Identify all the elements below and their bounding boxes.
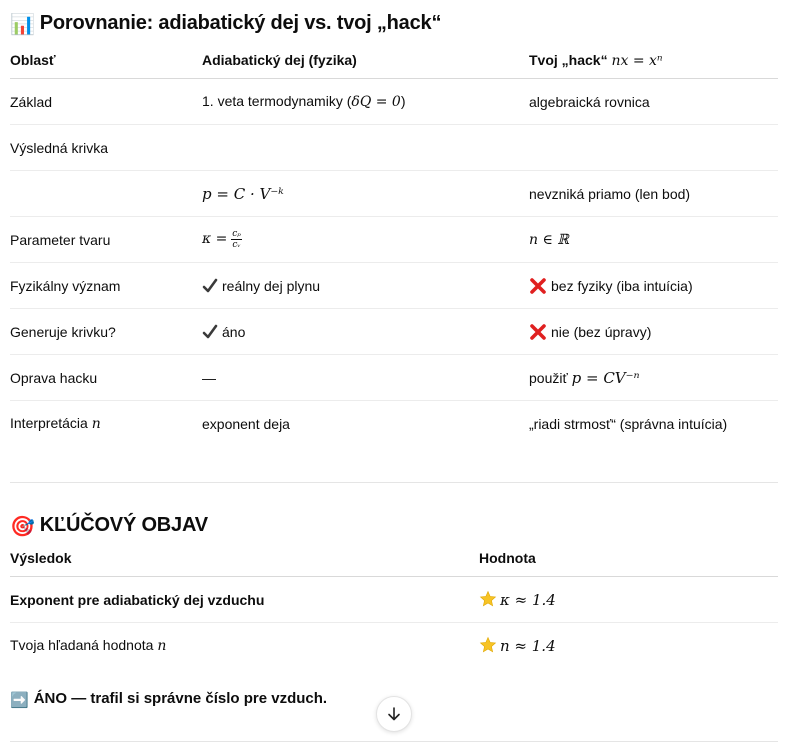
comparison-table [10,42,778,446]
cell: Oprava hacku [10,369,98,386]
cell: Parameter tvaru [10,231,111,248]
cross-icon [529,277,547,295]
cell: exponent deja [202,415,290,432]
check-icon [202,278,218,294]
header-oblast: Oblasť [10,52,56,68]
cell: n ≈ 1.4 [479,623,778,669]
table-row [10,401,778,447]
table-row [10,171,778,217]
cell [529,125,778,171]
cell: Fyzikálny význam [10,277,121,294]
table-row [10,623,778,669]
table-row [10,355,778,401]
arrow-down-icon [386,706,402,722]
conclusion-text: ➡️ ÁNO — trafil si správne číslo pre vzduch. [10,690,328,709]
table-row [10,79,778,125]
divider [10,741,778,742]
cell [10,171,202,217]
cell: Exponent pre adiabatický dej vzduchu [10,591,265,608]
table-row [10,263,778,309]
cell: Základ [10,93,53,110]
cell [202,125,529,171]
cell: bez fyziky (iba intuícia) [529,263,778,309]
scroll-down-button[interactable] [376,696,412,732]
cell: κ ≈ 1.4 [479,577,778,623]
cell: Tvoja hľadaná hodnota n [10,637,167,654]
header-hodnota: Hodnota [479,550,536,566]
check-icon [202,324,218,340]
cell: nie (bez úpravy) [529,309,778,355]
section2-title: 🎯 KĽÚČOVÝ OBJAV [10,514,208,538]
table-row [10,125,778,171]
arrow-right-icon: ➡️ [10,692,29,709]
cell: áno [202,309,529,355]
target-icon: 🎯 [10,516,35,538]
cell: nevzniká priamo (len bod) [529,185,691,202]
cell: — [202,369,216,386]
cell: „riadi strmosť“ (správna intuícia) [529,415,728,432]
cell: algebraická rovnica [529,93,650,110]
key-finding-table [10,540,778,668]
table-row [10,217,778,263]
cell: n ∈ ℝ [529,232,569,248]
table-row [10,309,778,355]
star-icon [479,636,497,654]
cell: Generuje krivku? [10,323,116,340]
star-icon [479,590,497,608]
cell: Výsledná krivka [10,139,109,156]
chart-icon: 📊 [10,14,35,36]
table-header-row [10,540,778,577]
header-adiabaticky: Adiabatický dej (fyzika) [202,52,357,68]
header-vysledok: Výsledok [10,550,72,566]
table-row [10,577,778,623]
cell: 1. veta termodynamiky (δQ = 0) [202,93,406,110]
header-hack: Tvoj „hack“ nx = xⁿ [529,51,663,69]
table-header-row [10,42,778,79]
cell: reálny dej plynu [202,263,529,309]
cell: κ = $\frac{\text{cₚ}}{\text{cᵥ}}$ [202,229,241,250]
cell: p = C · V⁻ᵏ [202,184,284,203]
cell: Interpretácia n [10,415,101,432]
section1-title: 📊 Porovnanie: adiabatický dej vs. tvoj „hack“ [10,12,442,36]
cell: použiť p = CV⁻ⁿ [529,368,640,387]
cross-icon [529,323,547,341]
divider [10,482,778,483]
